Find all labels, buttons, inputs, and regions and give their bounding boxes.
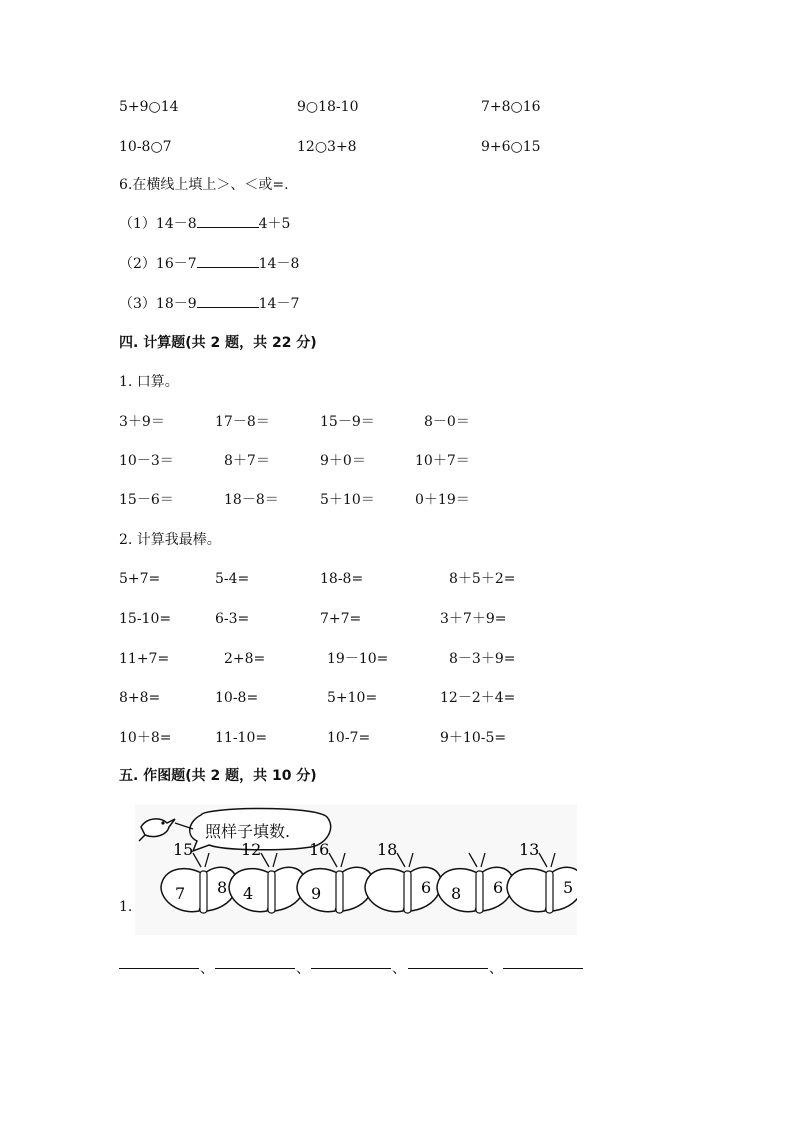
butterfly-svg — [135, 805, 577, 935]
calc-item: 5+7= — [119, 571, 161, 587]
butterfly-top-number: 18 — [377, 840, 398, 859]
q6-item-prefix: （3）18－9 — [119, 296, 197, 312]
butterfly-illustration — [135, 805, 577, 935]
q1-label: 1. — [119, 899, 133, 915]
calc-item: 2+8= — [224, 651, 266, 667]
calc-item: 5-4= — [215, 571, 250, 587]
calc-item: 8＋5＋2= — [449, 571, 516, 587]
calc-item: 7+7= — [320, 611, 362, 627]
calc-item: 10＋8= — [119, 730, 172, 746]
q6-item-1 — [119, 215, 290, 233]
q2-title: 2. 计算我最棒。 — [119, 532, 221, 548]
butterfly-left-number: 9 — [311, 884, 322, 903]
q6-item-suffix: 14－8 — [258, 256, 300, 272]
butterfly-right-number: 8 — [217, 878, 228, 897]
calc-item: 10-7= — [327, 730, 371, 746]
separator: 、 — [200, 961, 214, 977]
q6-item-2 — [119, 255, 299, 273]
q6-title: 6.在横线上填上＞、＜或=. — [119, 177, 289, 193]
butterfly-top-number: 15 — [173, 840, 194, 859]
calc-item: 9＋0＝ — [320, 453, 366, 469]
separator: 、 — [296, 961, 310, 977]
answer-blank[interactable] — [197, 295, 259, 308]
calc-item: 17－8＝ — [215, 414, 270, 430]
butterfly-top-number: 13 — [519, 840, 540, 859]
calc-item: 0＋19＝ — [415, 492, 470, 508]
calc-item: 15－9＝ — [320, 414, 375, 430]
separator: 、 — [489, 961, 503, 977]
butterfly-2 — [229, 840, 305, 913]
compare-item: 9○18-10 — [297, 99, 359, 115]
separator: 、 — [392, 961, 406, 977]
calc-item: 12－2＋4= — [440, 690, 516, 706]
calc-item: 5+10= — [327, 690, 378, 706]
calc-item: 8＋7＝ — [224, 453, 270, 469]
compare-item: 10-8○7 — [119, 139, 172, 155]
calc-item: 6-3= — [215, 611, 250, 627]
answer-blank[interactable] — [197, 215, 259, 228]
butterfly-right-number: 6 — [493, 878, 504, 897]
answer-line[interactable] — [119, 968, 199, 969]
compare-item: 12○3+8 — [297, 139, 357, 155]
calc-item: 18－8＝ — [224, 492, 279, 508]
q6-item-suffix: 4＋5 — [258, 216, 291, 232]
butterfly-left-number: 4 — [243, 884, 254, 903]
butterfly-right-number: 5 — [563, 878, 574, 897]
calc-item: 8－0＝ — [424, 414, 470, 430]
compare-item: 9+6○15 — [481, 139, 541, 155]
calc-item: 8+8= — [119, 690, 161, 706]
bird-icon — [139, 819, 175, 841]
answer-line[interactable] — [503, 968, 583, 969]
q6-item-prefix: （2）16－7 — [119, 256, 197, 272]
q6-item-3 — [119, 295, 299, 313]
calc-item: 15－6＝ — [119, 492, 174, 508]
compare-item: 7+8○16 — [481, 99, 541, 115]
butterfly-5 — [437, 853, 513, 913]
calc-item: 5＋10＝ — [320, 492, 375, 508]
speech-text: 照样子填数. — [205, 822, 291, 841]
butterfly-right-number: 6 — [421, 878, 432, 897]
butterfly-4 — [365, 840, 441, 913]
butterfly-left-number: 7 — [175, 884, 186, 903]
butterfly-top-number: 12 — [241, 840, 262, 859]
answer-blank[interactable] — [197, 255, 259, 268]
compare-item: 5+9○14 — [119, 99, 179, 115]
q6-item-suffix: 14－7 — [258, 296, 300, 312]
calc-item: 10＋7＝ — [415, 453, 470, 469]
calc-item: 11-10= — [215, 730, 268, 746]
calc-item: 19－10= — [327, 651, 389, 667]
calc-item: 10-8= — [215, 690, 259, 706]
q1-title: 1. 口算。 — [119, 374, 179, 390]
calc-item: 10－3＝ — [119, 453, 174, 469]
q6-item-prefix: （1）14－8 — [119, 216, 197, 232]
calc-item: 3＋7＋9= — [440, 611, 507, 627]
butterfly-3 — [297, 840, 373, 913]
answer-line[interactable] — [215, 968, 295, 969]
calc-item: 18-8= — [320, 571, 364, 587]
butterfly-6 — [507, 840, 577, 913]
section5-heading: 五. 作图题(共 2 题，共 10 分) — [119, 768, 317, 784]
answer-line[interactable] — [311, 968, 391, 969]
answer-line[interactable] — [408, 968, 488, 969]
calc-item: 3＋9＝ — [119, 414, 165, 430]
calc-item: 9＋10-5= — [440, 730, 507, 746]
section4-heading: 四. 计算题(共 2 题，共 22 分) — [119, 335, 317, 351]
butterfly-top-number: 16 — [309, 840, 330, 859]
butterfly-1 — [161, 840, 237, 913]
calc-item: 8－3＋9= — [449, 651, 516, 667]
calc-item: 11+7= — [119, 651, 170, 667]
butterfly-left-number: 8 — [451, 884, 462, 903]
calc-item: 15-10= — [119, 611, 172, 627]
